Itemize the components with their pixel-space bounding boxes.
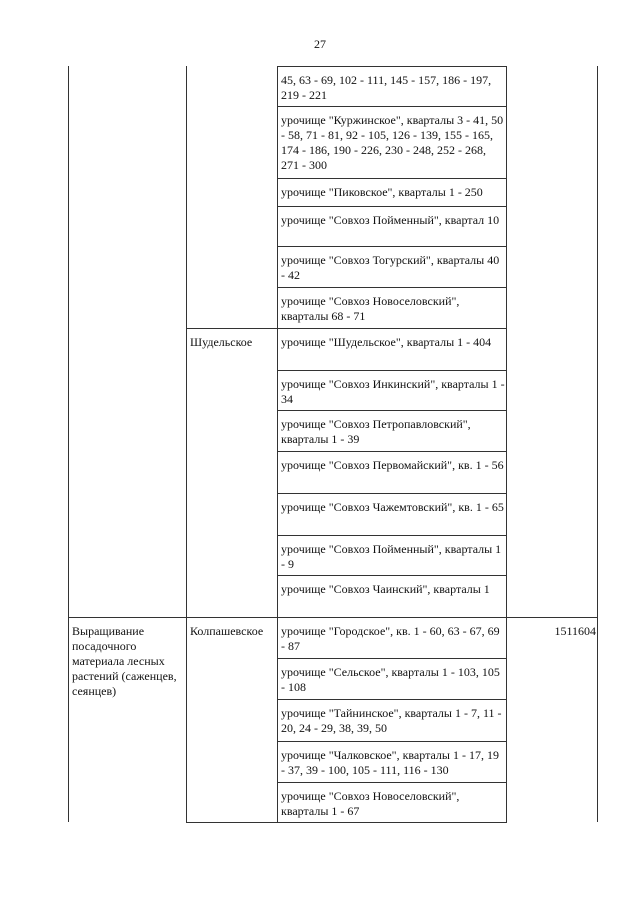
tract-cell: урочище "Совхоз Петропавловский", кварталы 1 - 39: [281, 417, 471, 446]
activity-code: 1511604: [554, 624, 596, 638]
row-border: [277, 246, 507, 247]
row-border: [277, 106, 507, 107]
column-divider-1: [186, 66, 187, 822]
tract-cell: урочище "Совхоз Новоселовский", кварталы 1 - 67: [281, 789, 460, 818]
row-border: [277, 178, 507, 179]
tract-cell: урочище "Совхоз Чажемтовский", кв. 1 - 65: [281, 500, 504, 514]
row-border: [277, 575, 507, 576]
row-border: [186, 328, 507, 329]
row-border: [277, 370, 507, 371]
row-border: [277, 535, 507, 536]
tract-cell: урочище "Чалковское", кварталы 1 - 17, 19 - 37, 39 - 100, 105 - 111, 116 - 130: [281, 748, 499, 777]
row-border: [277, 741, 507, 742]
row-border: [277, 658, 507, 659]
tract-cell: урочище "Пиковское", кварталы 1 - 250: [281, 185, 483, 199]
tract-cell: урочище "Куржинское", кварталы 3 - 41, 50 - 58, 71 - 81, 92 - 105, 126 - 139, 155 - 165, 174 - 186, 190 - 226, 230 - 248, 252 - 268, 271 - 300: [281, 113, 504, 172]
tract-cell: урочище "Совхоз Новоселовский", кварталы 68 - 71: [281, 294, 460, 323]
tract-cell: урочище "Совхоз Первомайский", кв. 1 - 56: [281, 458, 504, 472]
tract-cell: урочище "Совхоз Инкинский", кварталы 1 - 34: [281, 377, 505, 406]
tract-cell: 45, 63 - 69, 102 - 111, 145 - 157, 186 - 197, 219 - 221: [281, 73, 492, 102]
row-border: [277, 206, 507, 207]
tract-cell: урочище "Совхоз Тогурский", кварталы 40 - 42: [281, 253, 500, 282]
tract-cell: урочище "Совхоз Пойменный", квартал 10: [281, 213, 500, 227]
district-kolpashevskoe: Колпашевское: [190, 624, 264, 638]
table-border-left: [68, 66, 69, 822]
column-divider-2: [277, 66, 278, 822]
district-shudelskoe: Шудельское: [190, 335, 253, 349]
activity-name: Выращивание посадочного материала лесных растений (саженцев, сеянцев): [72, 624, 177, 698]
tract-cell: урочище "Сельское", кварталы 1 - 103, 105 - 108: [281, 665, 500, 694]
tract-cell: урочище "Городское", кв. 1 - 60, 63 - 67, 69 - 87: [281, 624, 500, 653]
row-border: [277, 699, 507, 700]
tract-cell: урочище "Тайнинское", кварталы 1 - 7, 11 - 20, 24 - 29, 38, 39, 50: [281, 706, 502, 735]
row-border: [277, 451, 507, 452]
tract-cell: урочище "Шудельское", кварталы 1 - 404: [281, 335, 492, 349]
row-border: [277, 782, 507, 783]
table-border-right: [597, 66, 598, 822]
row-border: [277, 287, 507, 288]
row-border: [68, 617, 598, 618]
page-number: 27: [314, 37, 326, 51]
tract-cell: урочище "Совхоз Чаинский", кварталы 1: [281, 582, 490, 596]
column-divider-3: [506, 66, 507, 822]
row-border: [277, 493, 507, 494]
tract-cell: урочище "Совхоз Пойменный", кварталы 1 - 9: [281, 542, 502, 571]
row-border: [186, 822, 507, 823]
row-border: [277, 410, 507, 411]
row-border: [277, 66, 507, 67]
